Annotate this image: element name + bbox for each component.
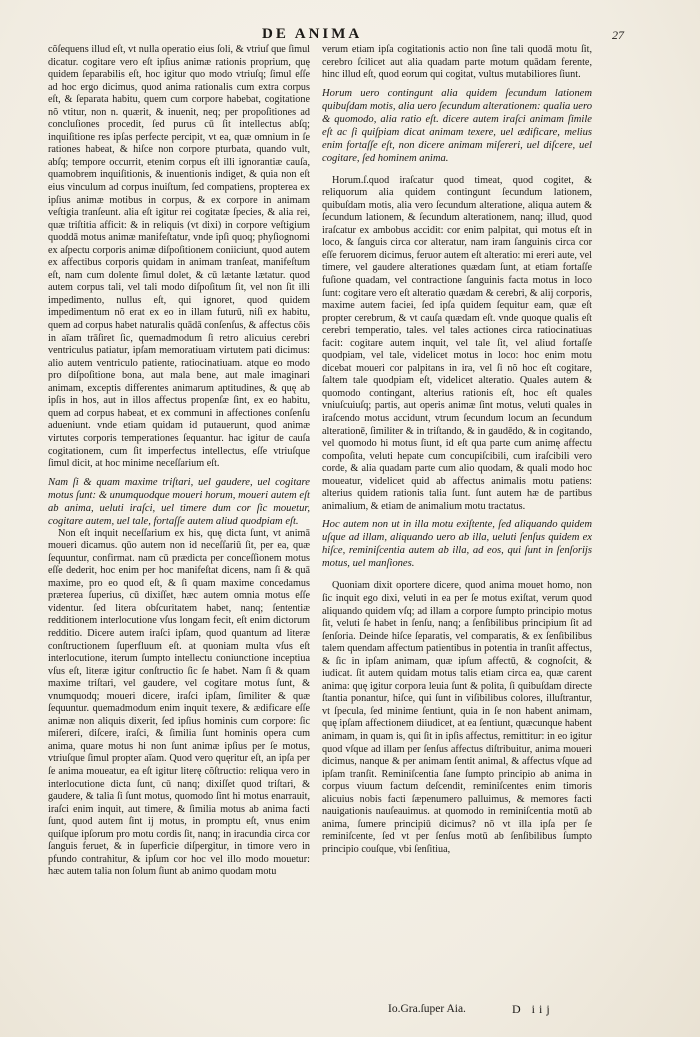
page-number: 27 (612, 28, 624, 42)
commentary-paragraph: Non eſt inquit neceſſarium ex his, quę dicta ſunt, vt animā moueri dicamus. qūo autem non id neceſſariū ſit, per ea, quæ ſequuntur, confirmat. nam cū prædicta per conceſſionem motus eſſe dederit, hoc enim per hoc manifeſtat dicens, nam ſi & quā maxime, pro eo quod eſt, & ſi quam maxime concedamus præterea ſuperius, cū dixiſſet, hæc autem omnia motus eſſe videntur. ſed litera obſcuritatem habet, nanq; ſententiæ redditionem interlocutione vſus longam fecit, eſt enim dictorum redditio. Dicere autem iraſci ipſam, quod quantum ad literæ conſtructionem ſuperfluum eſt. at quoniam multa vſus eſt interlocutione, iterum ſumpto intellectu coniunctione inceptiua vſus eſt, literæ igitur conſtructio ſic ſe habet. Nam ſi & quam maxime triſtari, vel gaudere, vel cogitare motus ſunt, & vnumquodq; moueri dicere, iraſci ipſam, ſimiliter & quæ ſequuntur. quemadmodum enim inquit texere, & ædificare eſſe animæ non aliquis dixerit, ſed ipſius hominis cum corpore: ſic miſereri, diſcere, iraſci, & ſimilia ſunt hominis opera cum anima, quare motus hi non ſunt animæ ipſius per ſe motus, vtriuſque ſimul propter aīam. Quod vero quęritur eſt, an ipſa per ſe anima moueatur, ea eſt igitur literę cõſtructio: reliqua vero in interlocutione dicta ſunt, cū nanq; dixiſſet quod triſtari, & gaudere, & talia ſi ſunt motus, quomodo ſint hi motus enarrauit, iraſci enim inquit, aut timere, & ſimilia motus ab anima facti ſunt, quod autem ſint ij motus, in promptu eſt, vnus enim quiſque ipſorum pro motu cordis ſit, nanq; in iracundia circa cor ſanguis feruet, & in ſuperficie diſpergitur, in timore vero in pfundo contrahitur, & ipſum cor hoc vel illo modo mouetur: hæc autem talia non ſolum ſiunt ab animo quodam motu (48, 527, 310, 878)
left-column (48, 44, 310, 879)
commentary-paragraph: Horum.ſ.quod iraſcatur quod timeat, quod cogitet, & reliquorum alia quidem contingunt ſecundum lationem, quibuſdam motis, alia vero ſecundum alteratione, aliqua autem & ſecundum lationem, & ſecundum alterationem, nanq; illud, quod iraſcatur ex ambobus accidit: cor enim palpitat, qui motus eſt in loco, & ſanguis circa cor alteratur, nam iram ſanguinis circa cor eſſe feruorem dicimus, feruor autem eſt alteratio: mi ereri aute, vel timere, vel gaudere alterationes quædam ſunt, at etiam fortaſſe fuſione quadam, vel contractione ſanguinis facta motus in loco ſunt: cogitare vero eſt alteratio quædam & cerebri, & alij corporis, maxime autem faciei, ſed ipſa quidem ſequitur eam, quæ eſt propter cerebrum, & vt cauſa quædam eſt. vnde quoque qualis eſt cerebri temperatio, tales. vel tales actiones circa ratiocinatiuas facit: cogitare autem inquit, vel tale ſit, vel aliud fortaſſe quodpiam, vel tale, videlicet motus in loco: hoc enim motu dicebat moueri cor palpitans in ira, vel ſi nõ hoc eſt cogitare, ſaltem tale quodpiam eſt, videlicet alteratio. Quales autem & quomodo contingant, alterius rationis eſt, hoc eſt quales vniuſcuiuſq; partis, aut operis animæ ſint motus, veluti quales in iraſcendo motus accidunt, vtrum ſecundum locum an ſecundum alterationē, ſimiliter & in triſtando, & in gaudēdo, & in cogitando, vel quomodo hi motus ſiunt, id eſt qua parte cum animę affectu compoſita, veluti hepate cum concupiſcibili, cum iraſcibili vero corde, & alia quadam parte cum alio quodam, & quali modo hoc moueatur, videlicet quid ab affectus animalis motu patiens: alterius quidem rationis talia ſunt. ſunt autem hæ de partibus animalium, & etiam de animalium motu tractatus. (322, 174, 592, 512)
commentary-paragraph: verum etiam ipſa cogitationis actio non ſine tali quodā motu ſit, cerebro ſcilicet aut alia quadam parte motum quādam ferente, hinc illud eſt, quod eorum qui cogitat, vultus mutabiliores ſiunt. (322, 44, 592, 81)
running-signature: Io.Gra.ſuper Aia. (388, 1003, 466, 1015)
commentary-paragraph: cõſequens illud eſt, vt nulla operatio eius ſoli, & vtriuſ que ſimul dicatur. cogitare vero eſt ipſius animæ rationis proprium, quę quidem ſeparabilis eſt, hoc igitur quo modo vtriuſq; ſimul eſſe ad hoc ergo dicimus, quod anima rationalis cum extra corpus eſt, & ſeparata habitu, quem cum corpore habebat, cogitatione nõ vtitur, non n. quærit, & inuenit, neq; per propoſitiones ad concluſiones procedit, ſed purus cū ſit intellectus abſq; inquiſitione res ipſas perfecte percipit, vt ea, quæ omnium in ſe rationes habeat, & hiſce non corpore pturbata, quando vult, abſq; tempore occurrit, etenim corpus eſt illi ignorantiæ cauſa, quamobrem inquiſitionis, & inuentionis indiget, & quia non eſt eius vinculum ad corpus inuiſtum, ſed compatiens, propterea ex ipſius animæ motibus in corpus, & ex corpore in animam veſtigia tranſeunt. alia eſt igitur rei cogitatæ ſpecies, & alia rei, quæ triſtitia afficit: & in reliquis (vt dixi) in corpore veſtigium quoddā motus animæ manifeſtatur, vnde ipſi quoq; phyſiognomi ex aſpectu corporis animæ diſpoſitionem coniiciunt, quod autem ex affectibus corporis quidam in animam tranſeat, manifeſtum eſt, nam cum dolente ſimul dolet, & cū lætante lætatur. quod autem corpus tali, vel tali modo diſpoſitum ſit, vel non ſit illi impedimento, nullus eſt, qui ignoret, quod quidem impedimentum nõ erat ex eo in illam futurū, niſi ex habitu, quem ad corpus habet naturalis quādā conſenſus, & affectus cōis in aīam trāſiret ſic, quemadmodum ſi retro alicuius cerebri ventriculus patiatur, ipſam memoratiuam virtutem pati dicimus: alio autem ventriculo patiente, ratiocinatiuam. atque eo modo pro diſpoſitione bona, aut mala bene, aut male imaginari animam, exceptis differentes animarum aptitudines, & quę ab ipſis in hos, aut in illos affectus propenſæ ſint, ex eo habitu, quem ad corpus habeat, et ex communi in affectiones conſenſu adueniunt. vnde etiam quidam id putauerunt, quod animæ virtutes corporis temperationes ſequantur. hac igitur de cauſa cogitationem, cum ſit imperfectus intellectus, eſſe vtriuſque ſimul dicit, at hoc minime neceſſarium eſt. (48, 44, 310, 470)
aristotle-text-passage: Horum uero contingunt alia quidem ſecundum lationem quibuſdam motis, alia uero ſecundum alterationem: qualia uero & quomodo, alia ratio eſt. dicere autem iraſci animam ſimile eſt ac ſi quiſpiam dicat animam texere, uel ædificare, melius enim fortaſſe eſt, non dicere animam miſereri, uel diſcere, uel cogitare, ſed hominem anima. (322, 87, 592, 164)
running-head: DE ANIMA (262, 26, 363, 42)
aristotle-text-passage: Hoc autem non ut in illa motu exiſtente, ſed aliquando quidem uſque ad illam, aliquando uero ab illa, ueluti ſenſus quidem ex hiſce, reminiſcentia autem ab illa, ad eos, qui ſunt in ſenſorijs motus, uel manſiones. (322, 519, 592, 570)
commentary-paragraph: Quoniam dixit oportere dicere, quod anima mouet homo, non ſic inquit ego dixi, veluti in ea per ſe motus exiſtat, verum quod aliquando quidem vſq; ad illam a corpore ſumpto principio motus ſit, veluti ſe habet in ſenſu, nanq; a ſenſibilibus principium ſit ad ſenſoria. Deinde hiſce ſeparatis, vel comparatis, & ex ſenſibilibus talem quendam affectum patientibus in potentia in tranſit affectus, & ſic in ipſam animam, quæ ipſum affectū, & cognoſcit, & iudicat. ſit autem quidam motus talis etiam circa ea, quæ carent anima: quę igitur corpora leuia ſunt & polita, ſi quibuſdam directe ſtantia ponantur, hiſce, qui ſunt in viſibilibus colores, illuſtrantur, vt ſpecula, ſed minime ſentiunt, quia in ſe non habent animam, quę ipſam affectionem diiudicet, at ea ſentiunt, quæcunque habent animam, in quam is, qui ſit in ipſis affectus, remittitur: in eo igitur quod vſque ad illam per ſenſus affectus diſtribuitur, anima moueri dicimus, nanque & per animam ſentit animal, & affectus vſque ad ipſam tranſit. Reminiſcentia ſane ſumpto principio ab anima in corpus viuum factum deſcendit, reminiſcentes enim timoris alicuius nobis facti ſæpenumero palluimus, & memores facti nauigationis nauſeauimus. at quomodo in reminiſcentia motū ab anima, ſumere principiū dicimus? nõ vt illa ipſa per ſe reminiſcente, ſed vt per ſenſus motū ab ſenſibilibus ſumpto principio couſque, vbi ſenſitiua, (322, 580, 592, 855)
signature-mark: D iij (512, 1002, 554, 1016)
aristotle-text-passage: Nam ſi & quam maxime triſtari, uel gaudere, uel cogitare motus ſunt: & unumquodque moueri horum, moueri autem eſt ab anima, ueluti iraſci, uel timere dum cor ſic mouetur, cogitare autem, uel tale, fortaſſe autem aliud quodpiam eſt. (48, 476, 310, 527)
right-column (322, 44, 592, 856)
